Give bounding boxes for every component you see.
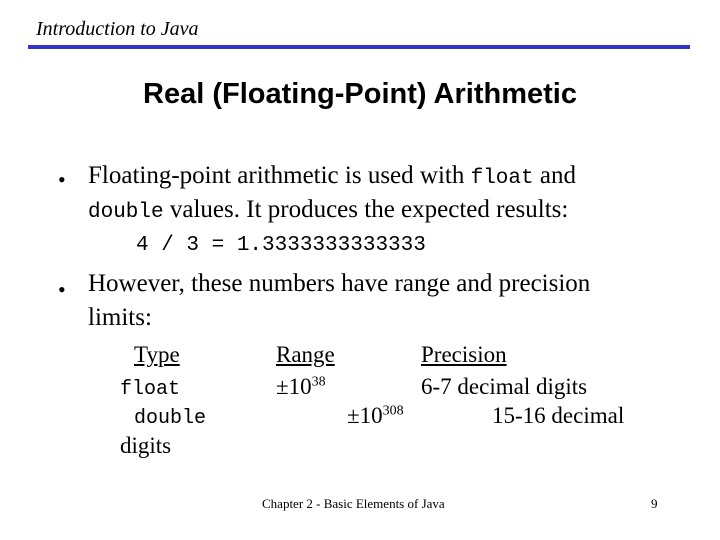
type-header: Type bbox=[134, 342, 180, 367]
bullet-1-line-2 bbox=[88, 196, 568, 224]
double-precision-part-1: 15-16 decimal bbox=[492, 403, 625, 428]
bullet-2-line-1: However, these numbers have range and precision bbox=[88, 270, 591, 297]
float-range-base: ±10 bbox=[276, 374, 312, 399]
bullet-marker-2: • bbox=[58, 277, 66, 302]
bullet-1-text-c: values. It produces the expected results: bbox=[163, 196, 569, 223]
double-range-base: ±10 bbox=[347, 403, 383, 428]
course-header: Introduction to Java bbox=[36, 18, 199, 40]
float-precision: 6-7 decimal digits bbox=[421, 374, 588, 399]
precision-header: Precision bbox=[421, 342, 507, 367]
bullet-marker-1: • bbox=[58, 167, 66, 192]
double-precision-part-2: digits bbox=[120, 433, 172, 458]
code-double: double bbox=[88, 201, 164, 224]
header-rule bbox=[28, 45, 690, 49]
slide-title: Real (Floating-Point) Arithmetic bbox=[143, 78, 577, 110]
code-float: float bbox=[470, 167, 534, 190]
float-range-exponent: 38 bbox=[311, 374, 326, 390]
bullet-1-line-1 bbox=[88, 162, 576, 190]
bullet-1-text-b: and bbox=[533, 162, 576, 189]
range-header: Range bbox=[276, 342, 335, 367]
bullet-2-line-2: limits: bbox=[88, 304, 152, 331]
float-range bbox=[276, 374, 326, 400]
double-type: double bbox=[134, 407, 207, 430]
footer-chapter: Chapter 2 - Basic Elements of Java bbox=[262, 496, 445, 511]
float-type: float bbox=[120, 378, 181, 401]
double-range-exponent: 308 bbox=[382, 403, 404, 419]
bullet-1-text-a: Floating-point arithmetic is used with bbox=[88, 162, 471, 189]
page-number: 9 bbox=[651, 496, 658, 511]
division-example: 4 / 3 = 1.3333333333333 bbox=[136, 234, 426, 257]
double-range bbox=[347, 403, 404, 429]
